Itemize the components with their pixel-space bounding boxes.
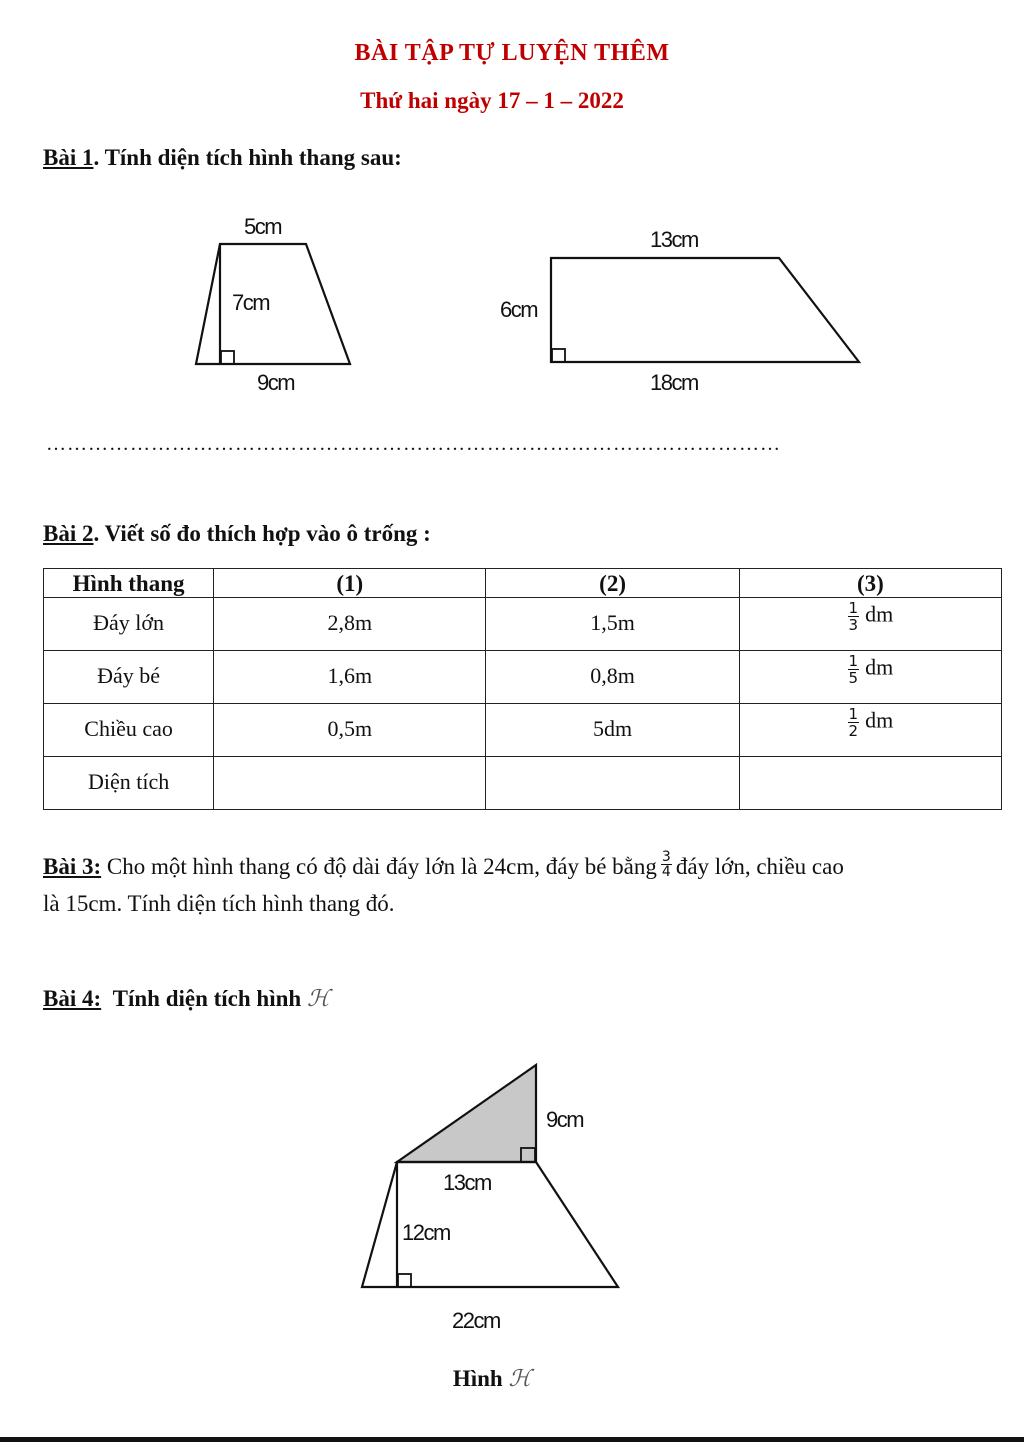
answer-cell[interactable] bbox=[486, 757, 739, 810]
fraction bbox=[848, 600, 860, 633]
bottom-base-label: 22cm bbox=[452, 1308, 500, 1333]
trapezoid-2-shape bbox=[551, 258, 859, 362]
table-header-cell: (1) bbox=[214, 569, 486, 598]
fraction-denominator: 4 bbox=[661, 864, 671, 881]
shaded-triangle bbox=[397, 1065, 536, 1162]
row-name: Chiều cao bbox=[44, 704, 214, 757]
unit: dm bbox=[865, 601, 894, 627]
caption-symbol: ℋ bbox=[508, 1366, 532, 1392]
bai1-figures bbox=[0, 0, 1024, 420]
fraction-denominator: 3 bbox=[848, 616, 859, 634]
table-header-row bbox=[44, 569, 1002, 598]
bai3-text-b: đáy lớn, chiều cao bbox=[675, 854, 844, 879]
right-angle-mark-2 bbox=[552, 349, 565, 362]
bai2-text: . Viết số đo thích hợp vào ô trống : bbox=[93, 521, 431, 546]
right-angle-mark-1 bbox=[221, 351, 234, 364]
bai4-figure bbox=[0, 1040, 1024, 1350]
table-header-cell: (3) bbox=[739, 569, 1001, 598]
fig2-top-label: 13cm bbox=[650, 227, 698, 252]
table-header-cell: (2) bbox=[486, 569, 739, 598]
top-base-label: 13cm bbox=[443, 1170, 491, 1195]
row-name: Đáy lớn bbox=[44, 598, 214, 651]
fraction bbox=[848, 706, 860, 739]
fraction-cell bbox=[739, 598, 1001, 651]
fraction-denominator: 2 bbox=[848, 722, 859, 740]
fig1-height-label: 7cm bbox=[232, 290, 270, 315]
bai1-label: Bài 1 bbox=[43, 145, 94, 170]
bai3-text-c: là 15cm. Tính diện tích hình thang đó. bbox=[43, 891, 395, 916]
table-cell: 1,5m bbox=[486, 598, 739, 651]
unit: dm bbox=[865, 654, 894, 680]
fig1-bottom-label: 9cm bbox=[257, 370, 295, 395]
height-label: 12cm bbox=[402, 1220, 450, 1245]
caption-text: Hình bbox=[452, 1366, 503, 1391]
answer-cell[interactable] bbox=[739, 757, 1001, 810]
fraction-numerator: 1 bbox=[848, 599, 859, 617]
answer-dotted-line: …………………………………………………………………………………………… bbox=[46, 433, 781, 455]
bai3-fraction bbox=[661, 850, 672, 879]
bai4-label: Bài 4: bbox=[43, 986, 102, 1011]
row-name: Đáy bé bbox=[44, 651, 214, 704]
fig2-height-label: 6cm bbox=[500, 297, 538, 322]
table-header-cell: Hình thang bbox=[44, 569, 214, 598]
trapezoid-figure-1 bbox=[196, 244, 350, 364]
fraction-numerator: 3 bbox=[661, 849, 671, 866]
fraction-denominator: 5 bbox=[848, 669, 859, 687]
fig1-top-label: 5cm bbox=[244, 214, 282, 239]
bai1-text: . Tính diện tích hình thang sau: bbox=[93, 145, 402, 170]
fraction-cell bbox=[739, 651, 1001, 704]
bai3-text-a: Cho một hình thang có độ dài đáy lớn là 24cm, đáy bé bằng bbox=[101, 854, 657, 879]
table-row-dien-tich bbox=[44, 757, 1002, 810]
fig2-bottom-label: 18cm bbox=[650, 370, 698, 395]
bai4-text: Tính diện tích hình bbox=[112, 986, 302, 1011]
row-name: Diện tích bbox=[44, 757, 214, 810]
figure-caption bbox=[0, 1366, 984, 1392]
fraction bbox=[848, 653, 860, 686]
bai3-paragraph bbox=[43, 848, 993, 922]
fraction-numerator: 1 bbox=[848, 705, 859, 723]
table-cell: 1,6m bbox=[214, 651, 486, 704]
table-row-day-lon bbox=[44, 598, 1002, 651]
answer-cell[interactable] bbox=[214, 757, 486, 810]
bai2-label: Bài 2 bbox=[43, 521, 94, 546]
bai4-heading bbox=[43, 986, 330, 1012]
table-cell: 2,8m bbox=[214, 598, 486, 651]
triangle-height-label: 9cm bbox=[546, 1107, 584, 1132]
bai3-label: Bài 3: bbox=[43, 854, 102, 879]
trapezoid-figure-2 bbox=[551, 258, 859, 362]
table-row-day-be bbox=[44, 651, 1002, 704]
fraction-cell bbox=[739, 704, 1001, 757]
page-date: Thứ hai ngày 17 – 1 – 2022 bbox=[360, 88, 624, 113]
table-cell: 0,5m bbox=[214, 704, 486, 757]
page-bottom-rule bbox=[0, 1437, 1024, 1442]
unit: dm bbox=[865, 707, 894, 733]
page-title: BÀI TẬP TỰ LUYỆN THÊM bbox=[354, 40, 670, 66]
right-angle-mark-bottom bbox=[398, 1274, 411, 1287]
table-cell: 5dm bbox=[486, 704, 739, 757]
fraction-numerator: 1 bbox=[848, 652, 859, 670]
bai2-heading bbox=[43, 521, 431, 547]
bai4-symbol: ℋ bbox=[306, 986, 330, 1012]
table-row-chieu-cao bbox=[44, 704, 1002, 757]
table-cell: 0,8m bbox=[486, 651, 739, 704]
trapezoid-table bbox=[43, 568, 1002, 810]
